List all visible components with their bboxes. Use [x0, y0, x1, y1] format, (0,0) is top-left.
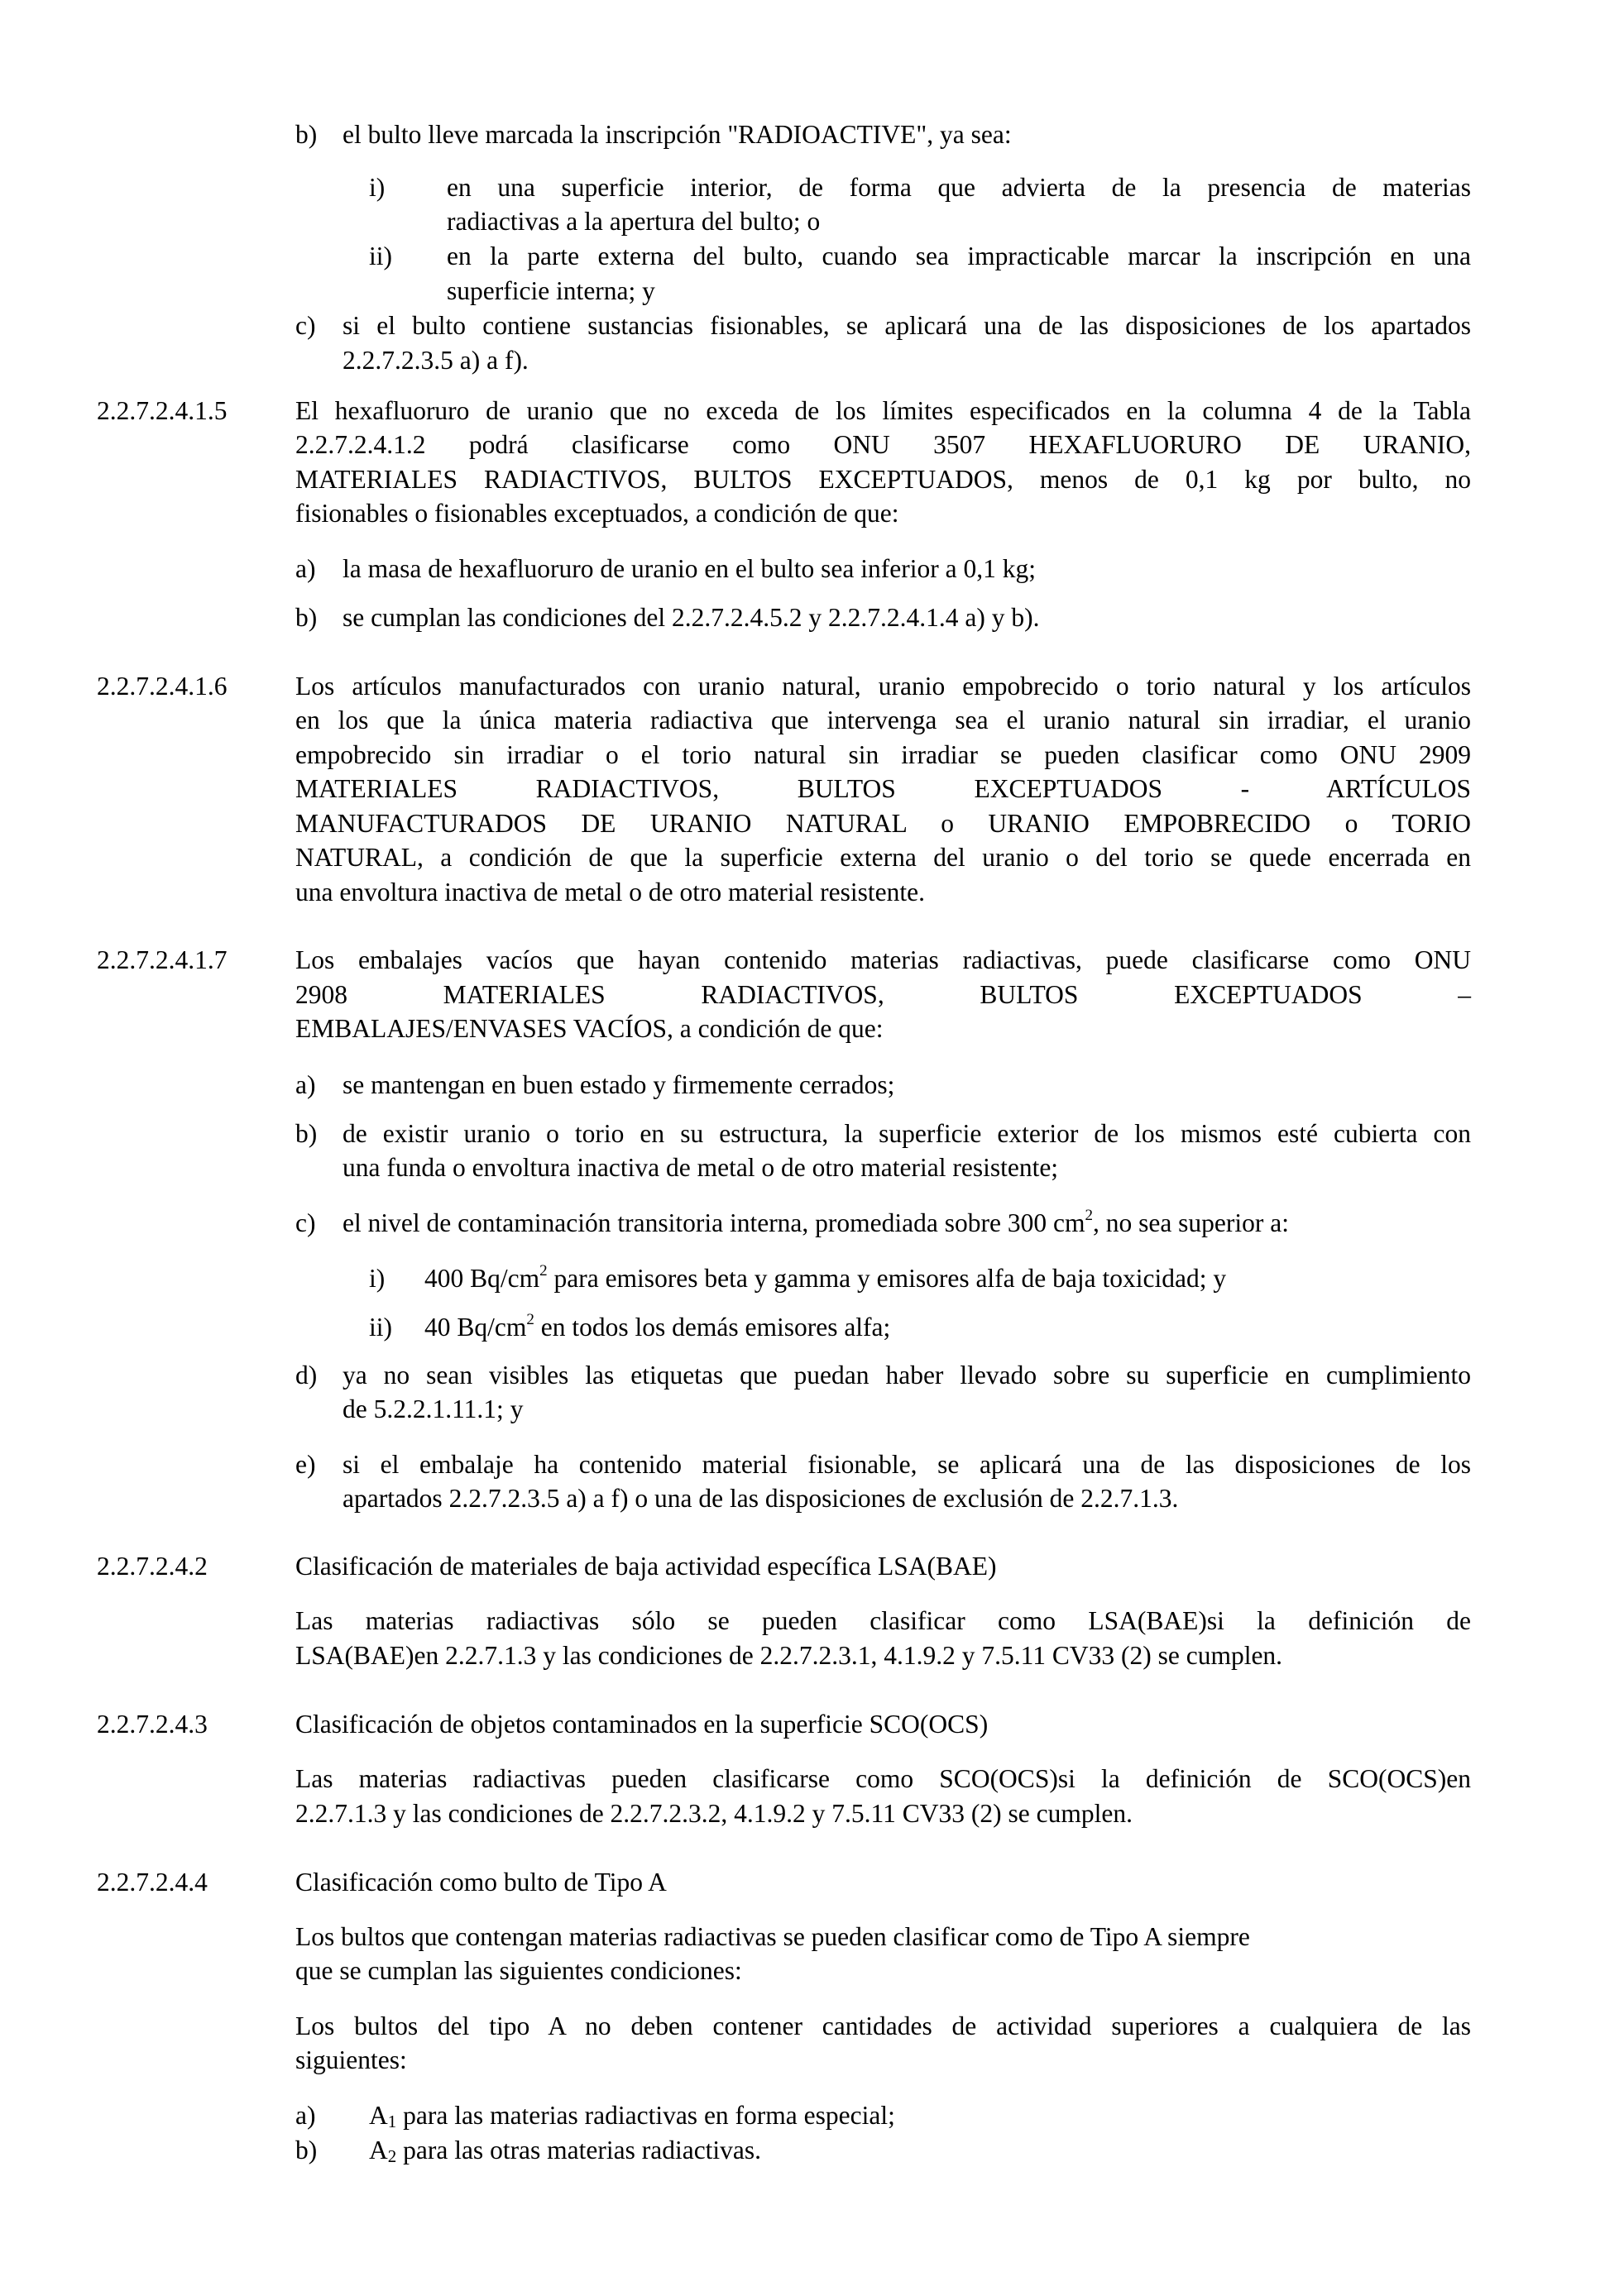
paragraph-line: una envoltura inactiva de metal o de otro material resistente. [295, 878, 925, 906]
list-item-text: $A_1$ para las materias radiactivas en forma especial; [369, 2101, 895, 2131]
list-item-text: de existir uranio o torio en su estructura, la superficie exterior de los mismos esté cubierta con [343, 1119, 1471, 1148]
sublist-item-text: 400 $Bq/cm^2$ para emisores beta y gamma y emisores alfa de baja toxicidad; y [424, 1262, 1227, 1293]
section-heading: Clasificación de materiales de baja actividad específica LSA(BAE) [295, 1552, 997, 1581]
list-item-text: de 5.2.2.1.11.1; y [343, 1394, 524, 1423]
sublist-item-text: en una superficie interior, de forma que advierta de la presencia de materias [447, 173, 1471, 202]
list-marker: d) [295, 1361, 318, 1390]
paragraph-line: NATURAL, a condición de que la superficie externa del uranio o del torio se quede encerrada en [295, 843, 1471, 872]
paragraph-line: que se cumplan las siguientes condiciones: [295, 1956, 742, 1985]
list-item-text: $A_2$ para las otras materias radiactivas. [369, 2136, 762, 2166]
paragraph-line: LSA(BAE)en 2.2.7.1.3 y las condiciones de 2.2.7.2.3.1, 4.1.9.2 y 7.5.11 CV33 (2) se cumplen. [295, 1641, 1283, 1670]
list-item-text: si el bulto contiene sustancias fisionables, se aplicará una de las disposiciones de los apartados [343, 311, 1471, 340]
paragraph-line: El hexafluoruro de uranio que no exceda de los límites especificados en la columna 4 de la Tabla [295, 396, 1471, 425]
list-item-text: se mantengan en buen estado y firmemente cerrados; [343, 1070, 895, 1099]
list-item-text: 2.2.7.2.3.5 a) a f). [343, 346, 529, 375]
paragraph-line: siguientes: [295, 2045, 407, 2074]
sublist-item-text: 40 $Bq/cm^2$ en todos los demás emisores alfa; [424, 1311, 891, 1342]
section-heading: Clasificación de objetos contaminados en la superficie SCO(OCS) [295, 1710, 989, 1739]
paragraph-line: MATERIALES RADIACTIVOS, BULTOS EXCEPTUADOS - ARTÍCULOS [295, 774, 1471, 803]
section-number: 2.2.7.2.4.3 [97, 1710, 208, 1739]
list-marker: a) [295, 554, 316, 583]
list-marker: b) [295, 1119, 318, 1148]
sublist-marker: i) [369, 173, 386, 202]
sublist-marker: ii) [369, 1313, 392, 1342]
list-marker: b) [295, 2136, 318, 2164]
section-number: 2.2.7.2.4.4 [97, 1868, 208, 1897]
sublist-marker: i) [369, 1264, 386, 1293]
paragraph-line: 2.2.7.2.4.1.2 podrá clasificarse como ONU 3507 HEXAFLUORURO DE URANIO, [295, 430, 1471, 459]
list-marker: a) [295, 1070, 316, 1099]
sublist-marker: ii) [369, 242, 392, 270]
paragraph-line: Las materias radiactivas pueden clasificarse como SCO(OCS)si la definición de SCO(OCS)en [295, 1764, 1471, 1793]
paragraph-line: fisionables o fisionables exceptuados, a condición de que: [295, 499, 899, 528]
paragraph-line: empobrecido sin irradiar o el torio natural sin irradiar se pueden clasificar como ONU 2909 [295, 740, 1471, 769]
paragraph-line: en los que la única materia radiactiva que intervenga sea el uranio natural sin irradiar, el uranio [295, 706, 1471, 734]
section-number: 2.2.7.2.4.1.7 [97, 945, 228, 974]
list-item-text: ya no sean visibles las etiquetas que puedan haber llevado sobre su superficie en cumplimiento [343, 1361, 1471, 1390]
paragraph-line: Las materias radiactivas sólo se pueden clasificar como LSA(BAE)si la definición de [295, 1606, 1471, 1635]
sublist-item-text: superficie interna; y [447, 276, 655, 305]
section-heading: Clasificación como bulto de Tipo A [295, 1868, 667, 1897]
list-marker: c) [295, 311, 316, 340]
sublist-item-text: en la parte externa del bulto, cuando sea impracticable marcar la inscripción en una [447, 242, 1471, 270]
list-item-text: si el embalaje ha contenido material fisionable, se aplicará una de las disposiciones de los [343, 1450, 1471, 1479]
list-item-text: el nivel de contaminación transitoria interna, promediada sobre 300 $cm^2$, no sea superior a: [343, 1207, 1290, 1237]
list-item-text: apartados 2.2.7.2.3.5 a) a f) o una de las disposiciones de exclusión de 2.2.7.1.3. [343, 1484, 1179, 1513]
list-item-text: una funda o envoltura inactiva de metal o de otro material resistente; [343, 1153, 1059, 1182]
paragraph-line: MATERIALES RADIACTIVOS, BULTOS EXCEPTUADOS, menos de 0,1 kg por bulto, no [295, 465, 1471, 494]
paragraph-line: Los embalajes vacíos que hayan contenido materias radiactivas, puede clasificarse como ONU [295, 945, 1471, 974]
paragraph-line: Los bultos del tipo A no deben contener cantidades de actividad superiores a cualquiera de las [295, 2011, 1471, 2040]
paragraph-line: 2.2.7.1.3 y las condiciones de 2.2.7.2.3.2, 4.1.9.2 y 7.5.11 CV33 (2) se cumplen. [295, 1799, 1133, 1828]
list-item-text: el bulto lleve marcada la inscripción "RADIOACTIVE", ya sea: [343, 120, 1012, 149]
list-item-text: se cumplan las condiciones del 2.2.7.2.4.5.2 y 2.2.7.2.4.1.4 a) y b). [343, 603, 1040, 632]
sublist-item-text: radiactivas a la apertura del bulto; o [447, 207, 821, 236]
paragraph-line: Los artículos manufacturados con uranio natural, uranio empobrecido o torio natural y los artículos [295, 672, 1471, 701]
section-number: 2.2.7.2.4.1.6 [97, 672, 228, 701]
list-item-text: la masa de hexafluoruro de uranio en el bulto sea inferior a 0,1 kg; [343, 554, 1036, 583]
list-marker: e) [295, 1450, 316, 1479]
paragraph-line: MANUFACTURADOS DE URANIO NATURAL o URANIO EMPOBRECIDO o TORIO [295, 809, 1471, 838]
section-number: 2.2.7.2.4.1.5 [97, 396, 228, 425]
paragraph-line: Los bultos que contengan materias radiactivas se pueden clasificar como de Tipo A siempre [295, 1922, 1250, 1951]
paragraph-line: 2908 MATERIALES RADIACTIVOS, BULTOS EXCEPTUADOS – [295, 980, 1471, 1009]
section-number: 2.2.7.2.4.2 [97, 1552, 208, 1581]
list-marker: c) [295, 1208, 316, 1237]
list-marker: a) [295, 2101, 316, 2130]
paragraph-line: EMBALAJES/ENVASES VACÍOS, a condición de que: [295, 1014, 884, 1043]
list-marker: b) [295, 120, 318, 149]
list-marker: b) [295, 603, 318, 632]
